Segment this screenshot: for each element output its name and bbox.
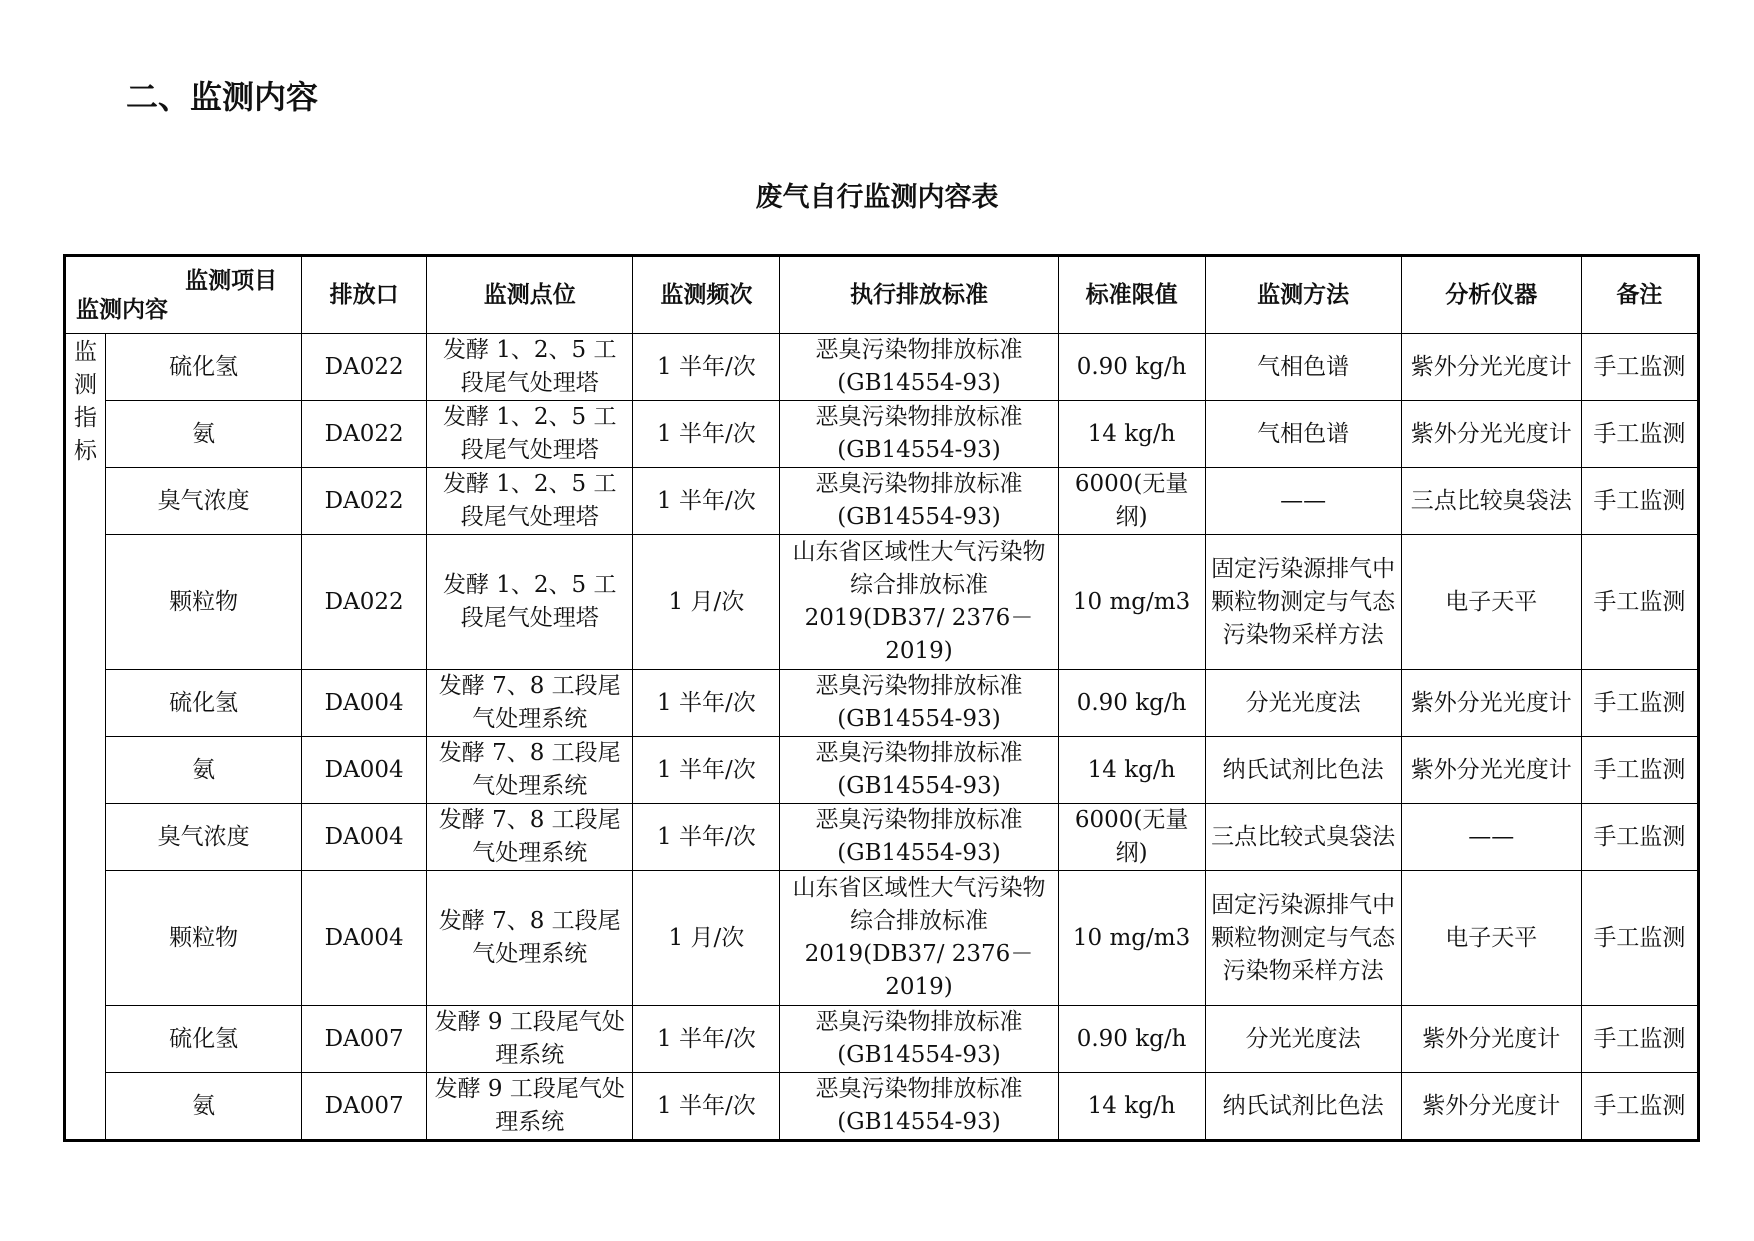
table-row xyxy=(65,670,1699,737)
cell-instrument: 电子天平 xyxy=(1401,871,1581,1006)
cell-item: 硫化氢 xyxy=(106,670,302,737)
cell-method: 固定污染源排气中颗粒物测定与气态污染物采样方法 xyxy=(1205,871,1401,1006)
cell-frequency: 1 半年/次 xyxy=(633,334,780,401)
cell-instrument: 紫外分光光度计 xyxy=(1401,670,1581,737)
header-point: 监测点位 xyxy=(427,256,633,334)
cell-method: 气相色谱 xyxy=(1205,334,1401,401)
cell-instrument: 电子天平 xyxy=(1401,535,1581,670)
cell-limit: 10 mg/m3 xyxy=(1058,535,1205,670)
cell-item: 臭气浓度 xyxy=(106,804,302,871)
cell-instrument: 紫外分光光度计 xyxy=(1401,334,1581,401)
cell-outlet: DA004 xyxy=(302,804,427,871)
cell-outlet: DA004 xyxy=(302,737,427,804)
cell-frequency: 1 半年/次 xyxy=(633,1006,780,1073)
cell-item: 硫化氢 xyxy=(106,334,302,401)
cell-item: 臭气浓度 xyxy=(106,468,302,535)
cell-remark: 手工监测 xyxy=(1581,1073,1698,1141)
cell-point: 发酵 1、2、5 工段尾气处理塔 xyxy=(427,468,633,535)
cell-point: 发酵 7、8 工段尾气处理系统 xyxy=(427,871,633,1006)
header-monitoring-content: 监测内容 xyxy=(76,297,168,323)
table-row xyxy=(65,1006,1699,1073)
cell-item: 氨 xyxy=(106,1073,302,1141)
header-frequency: 监测频次 xyxy=(633,256,780,334)
header-limit: 标准限值 xyxy=(1058,256,1205,334)
cell-limit: 14 kg/h xyxy=(1058,1073,1205,1141)
cell-outlet: DA004 xyxy=(302,871,427,1006)
cell-item: 硫化氢 xyxy=(106,1006,302,1073)
cell-instrument: 紫外分光度计 xyxy=(1401,1006,1581,1073)
cell-frequency: 1 半年/次 xyxy=(633,401,780,468)
cell-limit: 14 kg/h xyxy=(1058,737,1205,804)
table-row xyxy=(65,804,1699,871)
cell-outlet: DA022 xyxy=(302,401,427,468)
monitoring-table xyxy=(63,254,1700,1142)
cell-point: 发酵 7、8 工段尾气处理系统 xyxy=(427,670,633,737)
cell-point: 发酵 1、2、5 工段尾气处理塔 xyxy=(427,401,633,468)
table-row xyxy=(65,1073,1699,1141)
cell-method: 分光光度法 xyxy=(1205,670,1401,737)
cell-frequency: 1 月/次 xyxy=(633,871,780,1006)
cell-method: 纳氏试剂比色法 xyxy=(1205,1073,1401,1141)
header-remark: 备注 xyxy=(1581,256,1698,334)
cell-point: 发酵 7、8 工段尾气处理系统 xyxy=(427,804,633,871)
cell-frequency: 1 半年/次 xyxy=(633,737,780,804)
cell-remark: 手工监测 xyxy=(1581,468,1698,535)
header-monitoring-item: 监测项目 xyxy=(185,268,278,294)
cell-instrument: 紫外分光光度计 xyxy=(1401,401,1581,468)
cell-remark: 手工监测 xyxy=(1581,401,1698,468)
table-row xyxy=(65,468,1699,535)
cell-frequency: 1 半年/次 xyxy=(633,468,780,535)
cell-instrument: 紫外分光度计 xyxy=(1401,1073,1581,1141)
cell-item: 氨 xyxy=(106,737,302,804)
cell-remark: 手工监测 xyxy=(1581,670,1698,737)
cell-limit: 6000(无量纲) xyxy=(1058,468,1205,535)
table-title: 废气自行监测内容表 xyxy=(755,182,999,213)
cell-remark: 手工监测 xyxy=(1581,1006,1698,1073)
table-row xyxy=(65,737,1699,804)
header-method: 监测方法 xyxy=(1205,256,1401,334)
header-corner-cell xyxy=(65,256,302,334)
group-label: 监测指标 xyxy=(74,339,97,464)
cell-method: 三点比较式臭袋法 xyxy=(1205,804,1401,871)
cell-outlet: DA022 xyxy=(302,468,427,535)
header-standard: 执行排放标准 xyxy=(780,256,1058,334)
cell-limit: 0.90 kg/h xyxy=(1058,334,1205,401)
cell-remark: 手工监测 xyxy=(1581,535,1698,670)
cell-item: 颗粒物 xyxy=(106,871,302,1006)
cell-limit: 6000(无量纲) xyxy=(1058,804,1205,871)
cell-remark: 手工监测 xyxy=(1581,737,1698,804)
cell-frequency: 1 半年/次 xyxy=(633,1073,780,1141)
cell-point: 发酵 1、2、5 工段尾气处理塔 xyxy=(427,334,633,401)
cell-instrument: 紫外分光光度计 xyxy=(1401,737,1581,804)
header-outlet: 排放口 xyxy=(302,256,427,334)
cell-method: —— xyxy=(1205,468,1401,535)
cell-outlet: DA004 xyxy=(302,670,427,737)
cell-standard: 恶臭污染物排放标准 (GB14554-93) xyxy=(780,804,1058,871)
cell-point: 发酵 9 工段尾气处理系统 xyxy=(427,1073,633,1141)
cell-item: 颗粒物 xyxy=(106,535,302,670)
cell-instrument: 三点比较臭袋法 xyxy=(1401,468,1581,535)
table-row xyxy=(65,334,1699,401)
cell-point: 发酵 9 工段尾气处理系统 xyxy=(427,1006,633,1073)
cell-method: 分光光度法 xyxy=(1205,1006,1401,1073)
cell-standard: 山东省区域性大气污染物综合排放标准 2019(DB37/ 2376－2019) xyxy=(780,535,1058,670)
cell-method: 气相色谱 xyxy=(1205,401,1401,468)
cell-instrument: —— xyxy=(1401,804,1581,871)
table-row xyxy=(65,535,1699,670)
cell-frequency: 1 半年/次 xyxy=(633,670,780,737)
cell-frequency: 1 半年/次 xyxy=(633,804,780,871)
cell-remark: 手工监测 xyxy=(1581,334,1698,401)
cell-standard: 恶臭污染物排放标准 (GB14554-93) xyxy=(780,401,1058,468)
cell-method: 纳氏试剂比色法 xyxy=(1205,737,1401,804)
cell-method: 固定污染源排气中颗粒物测定与气态污染物采样方法 xyxy=(1205,535,1401,670)
cell-item: 氨 xyxy=(106,401,302,468)
cell-limit: 0.90 kg/h xyxy=(1058,1006,1205,1073)
cell-standard: 恶臭污染物排放标准 (GB14554-93) xyxy=(780,468,1058,535)
cell-limit: 10 mg/m3 xyxy=(1058,871,1205,1006)
cell-outlet: DA007 xyxy=(302,1073,427,1141)
cell-limit: 0.90 kg/h xyxy=(1058,670,1205,737)
cell-outlet: DA022 xyxy=(302,334,427,401)
cell-limit: 14 kg/h xyxy=(1058,401,1205,468)
cell-standard: 山东省区域性大气污染物综合排放标准 2019(DB37/ 2376－2019) xyxy=(780,871,1058,1006)
cell-point: 发酵 7、8 工段尾气处理系统 xyxy=(427,737,633,804)
section-heading: 二、监测内容 xyxy=(126,78,319,116)
cell-remark: 手工监测 xyxy=(1581,804,1698,871)
cell-frequency: 1 月/次 xyxy=(633,535,780,670)
cell-standard: 恶臭污染物排放标准 (GB14554-93) xyxy=(780,1006,1058,1073)
cell-standard: 恶臭污染物排放标准 (GB14554-93) xyxy=(780,737,1058,804)
header-instrument: 分析仪器 xyxy=(1401,256,1581,334)
cell-outlet: DA007 xyxy=(302,1006,427,1073)
cell-standard: 恶臭污染物排放标准 (GB14554-93) xyxy=(780,334,1058,401)
table-row xyxy=(65,871,1699,1006)
cell-point: 发酵 1、2、5 工段尾气处理塔 xyxy=(427,535,633,670)
cell-outlet: DA022 xyxy=(302,535,427,670)
table-row xyxy=(65,401,1699,468)
table-header-row xyxy=(65,256,1699,334)
cell-standard: 恶臭污染物排放标准 (GB14554-93) xyxy=(780,1073,1058,1141)
group-label-cell xyxy=(65,334,106,1141)
cell-remark: 手工监测 xyxy=(1581,871,1698,1006)
cell-standard: 恶臭污染物排放标准 (GB14554-93) xyxy=(780,670,1058,737)
